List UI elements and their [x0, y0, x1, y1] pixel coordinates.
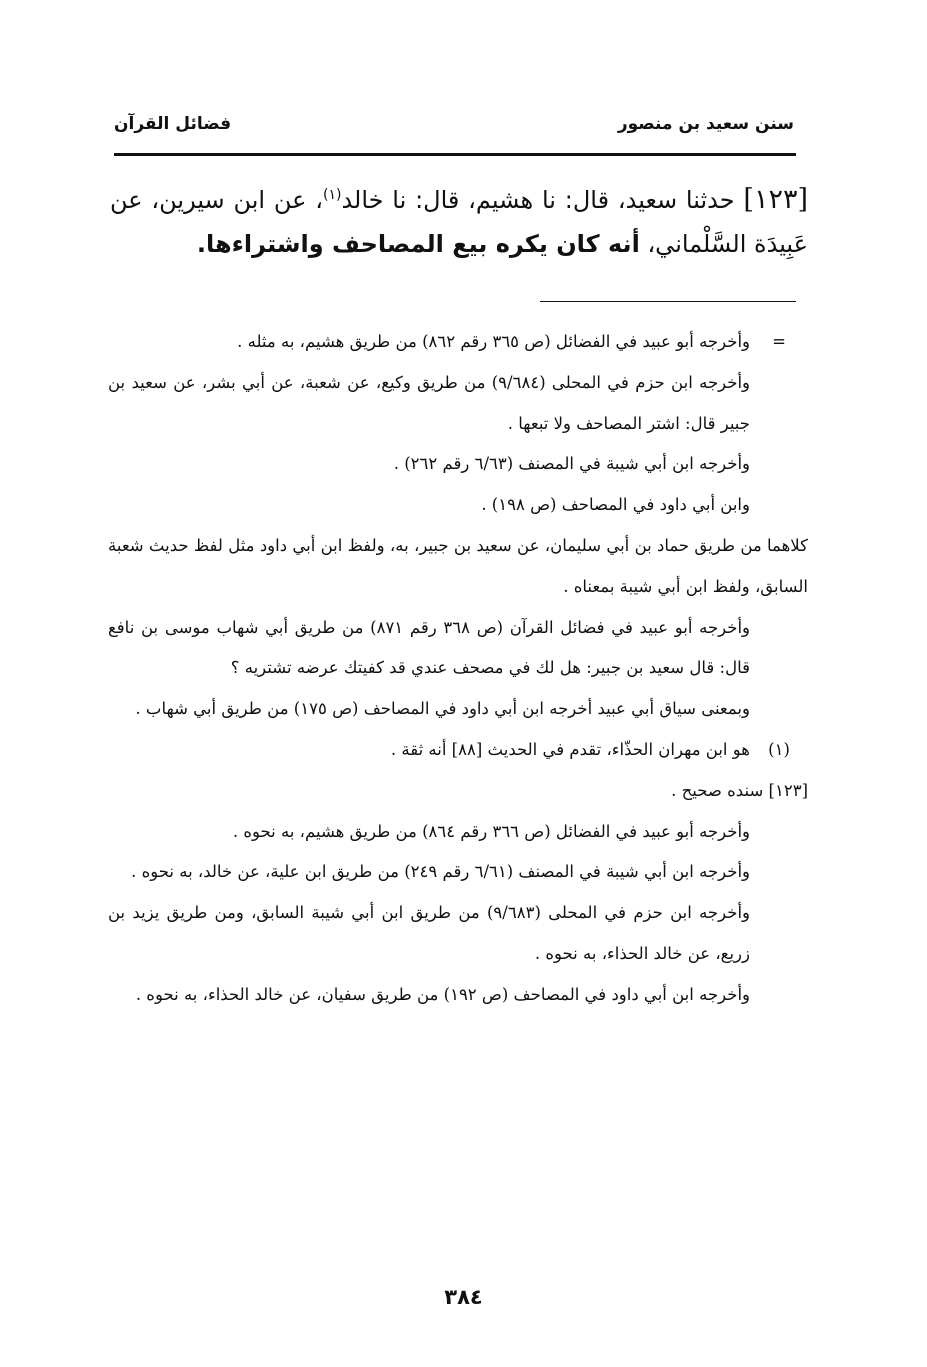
footnote-1-text: هو ابن مهران الحذّاء، تقدم في الحديث [٨٨] أنه ثقة . — [390, 739, 750, 759]
footnote-1 — [108, 730, 808, 771]
running-header — [110, 108, 798, 144]
footnote-marker[interactable]: (١) — [322, 187, 342, 203]
note-continuation-2 — [108, 608, 808, 730]
commentary — [108, 812, 808, 1016]
note-paragraph: كلاهما من طريق حماد بن أبي سليمان، عن سعيد بن جبير، به، ولفظ ابن أبي داود مثل لفظ حديث شعبة السابق، ولفظ ابن أبي شيبة بمعناه . — [108, 535, 808, 596]
note-continuation — [108, 322, 808, 526]
note-paragraph: وأخرجه ابن أبي شيبة في المصنف (٦/٦٣ رقم ٢٦٢) . — [393, 454, 750, 474]
footnote-separator — [540, 301, 796, 302]
hadith-number: [١٢٣] — [743, 184, 808, 215]
note-paragraph: وأخرجه أبو عبيد في فضائل القرآن (ص ٣٦٨ رقم ٨٧١) من طريق أبي شهاب موسى بن نافع قال: قال سعيد بن جبير: هل لك في مصحف عندي قد كفيتك عرضه تشتريه ؟ — [108, 617, 751, 678]
book-title: سنن سعيد بن منصور — [617, 114, 794, 134]
continuation-marker: = — [772, 332, 786, 351]
note-paragraph: وأخرجه أبو عبيد في الفضائل (ص ٣٦٥ رقم ٨٦٢) من طريق هشيم، به مثله . — [237, 332, 750, 351]
note-paragraph-group — [108, 322, 750, 526]
commentary-paragraph: وأخرجه ابن أبي شيبة في المصنف (٦/٦١ رقم ٢٤٩) من طريق ابن علية، عن خالد، به نحوه . — [131, 862, 750, 882]
note-paragraph: وبمعنى سياق أبي عبيد أخرجه ابن أبي داود في المصاحف (ص ١٧٥) من طريق أبي شهاب . — [135, 699, 750, 719]
commentary-paragraph-group — [108, 812, 750, 1016]
note-paragraph: وابن أبي داود في المصاحف (ص ١٩٨) . — [481, 495, 750, 515]
hadith-text — [110, 178, 808, 266]
page-number: ٣٨٤ — [444, 1285, 483, 1309]
note-paragraph: وأخرجه ابن حزم في المحلى (٩/٦٨٤) من طريق وكيع، عن شعبة، عن أبي بشر، عن سعيد بن جبير قال: اشتر المصاحف ولا تبعها . — [108, 372, 750, 433]
note-paragraph-group — [108, 608, 750, 730]
commentary-paragraph: وأخرجه ابن حزم في المحلى (٩/٦٨٣) من طريق ابن أبي شيبة السابق، ومن طريق يزيد بن زريع، عن خالد الحذاء، به نحوه . — [108, 903, 750, 963]
commentary-reference: [١٢٣] سنده صحيح . — [671, 780, 808, 800]
hadith-matn: أنه كان يكره بيع المصاحف واشتراءها. — [196, 230, 640, 258]
footnote-1-marker: (١) — [768, 739, 790, 759]
chapter-title: فضائل القرآن — [114, 114, 232, 134]
commentary-paragraph: وأخرجه ابن أبي داود في المصاحف (ص ١٩٢) من طريق سفيان، عن خالد الحذاء، به نحوه . — [135, 984, 750, 1004]
hadith-chain: حدثنا سعيد، قال: نا هشيم، قال: نا خالد — [341, 186, 735, 214]
footnotes — [108, 322, 808, 1016]
hadith-chain-continued: ، عن ابن سيرين، عن عَبِيدَة السَّلْماني، — [110, 186, 808, 258]
header-rule — [114, 153, 796, 156]
commentary-paragraph: وأخرجه أبو عبيد في الفضائل (ص ٣٦٦ رقم ٨٦٤) من طريق هشيم، به نحوه . — [232, 821, 750, 841]
